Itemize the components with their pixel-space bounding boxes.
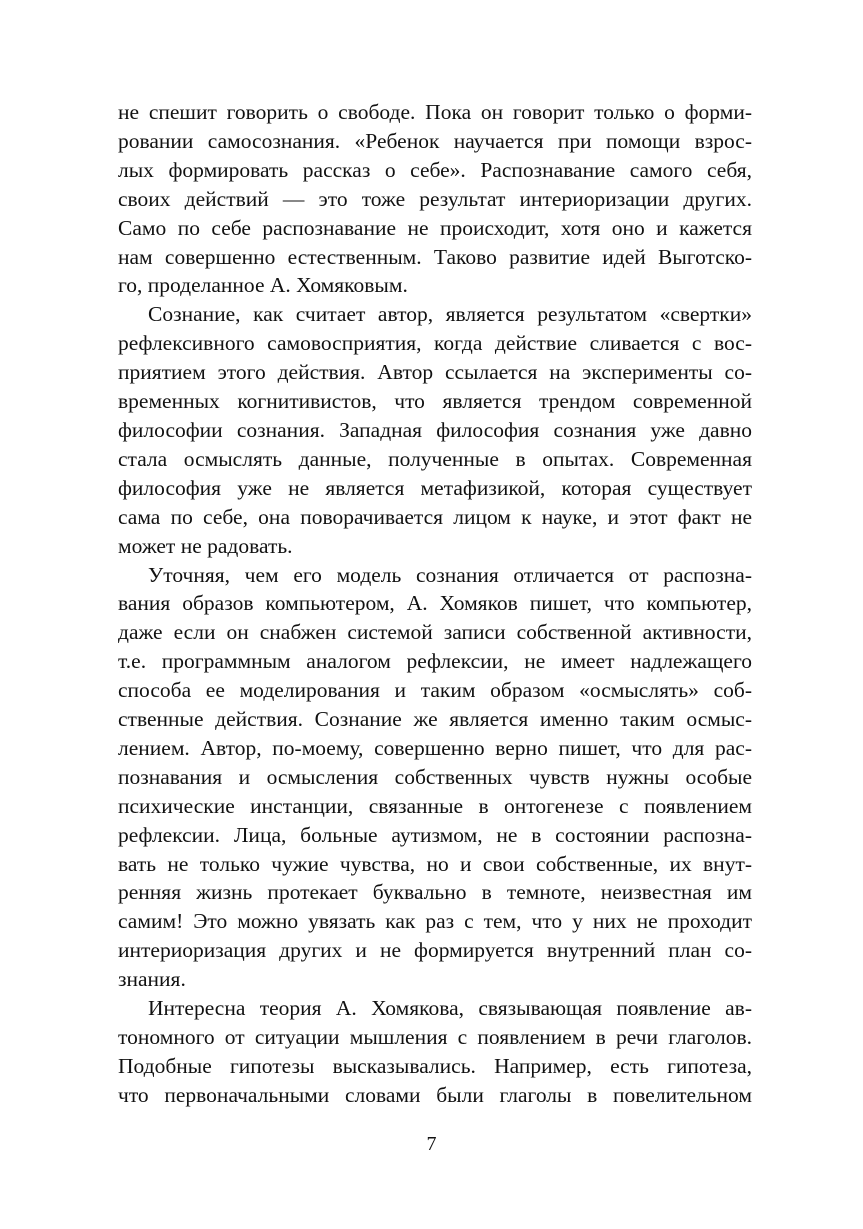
- text-line: нам совершенно естественным. Таково развитие идей Выготско-: [118, 244, 752, 269]
- text-line: приятием этого действия. Автор ссылается на эксперименты со-: [118, 360, 752, 385]
- text-line: тономного от ситуации мышления с появлением в речи глаголов.: [118, 1025, 752, 1049]
- text-line: ровании самосознания. «Ребенок научается при помощи взрос-: [118, 128, 752, 153]
- text-line: что первоначальными словами были глаголы в повелительном: [118, 1082, 752, 1107]
- text-line: способа ее моделирования и таким образом «осмыслять» соб-: [118, 678, 752, 703]
- text-line: го, проделанное А. Хомяковым.: [118, 273, 408, 298]
- text-line: Подобные гипотезы высказывались. Например, есть гипотеза,: [118, 1053, 752, 1078]
- page-number: 7: [426, 1133, 437, 1155]
- text-line: Само по себе распознавание не происходит, хотя оно и кажется: [118, 215, 752, 240]
- text-line: может не радовать.: [118, 533, 293, 558]
- text-line: философия уже не является метафизикой, которая существует: [118, 475, 752, 500]
- text-line: т.е. программным аналогом рефлексии, не имеет надлежащего: [118, 649, 752, 674]
- text-line: временных когнитивистов, что является трендом современной: [118, 389, 752, 414]
- text-line: знания.: [118, 967, 186, 992]
- text-line: самим! Это можно увязать как раз с тем, что у них не проходит: [118, 909, 752, 934]
- text-line: психические инстанции, связанные в онтогенезе с появлением: [118, 793, 752, 818]
- text-line: своих действий — это тоже результат интериоризации других.: [118, 186, 752, 211]
- text-line: Интересна теория А. Хомякова, связывающая появление ав-: [148, 996, 752, 1021]
- paragraph: [118, 561, 752, 995]
- paragraph: [118, 994, 752, 1110]
- text-line: рефлексивного самовосприятия, когда действие сливается с вос-: [118, 331, 752, 356]
- text-line: Сознание, как считает автор, является результатом «свертки»: [148, 302, 752, 327]
- text-line: стала осмыслять данные, полученные в опытах. Современная: [118, 446, 752, 471]
- paragraph: [118, 98, 752, 300]
- text-line: философии сознания. Западная философия сознания уже давно: [118, 417, 752, 442]
- text-line: Уточняя, чем его модель сознания отличается от распозна-: [148, 562, 752, 587]
- text-line: вания образов компьютером, А. Хомяков пишет, что компьютер,: [118, 591, 752, 616]
- text-line: познавания и осмысления собственных чувств нужны особые: [118, 764, 752, 789]
- text-line: сама по себе, она поворачивается лицом к науке, и этот факт не: [118, 504, 752, 529]
- text-line: вать не только чужие чувства, но и свои собственные, их внут-: [118, 851, 752, 876]
- text-line: ренняя жизнь протекает буквально в темноте, неизвестная им: [118, 880, 752, 905]
- text-line: интериоризация других и не формируется внутренний план со-: [118, 938, 752, 963]
- page-body: [118, 98, 752, 1110]
- text-line: лением. Автор, по-моему, совершенно верно пишет, что для рас-: [118, 735, 752, 760]
- text-line: ственные действия. Сознание же является именно таким осмыс-: [118, 707, 752, 732]
- text-line: лых формировать рассказ о себе». Распознавание самого себя,: [118, 157, 752, 182]
- paragraph: [118, 300, 752, 560]
- text-line: не спешит говорить о свободе. Пока он говорит только о форми-: [118, 100, 752, 124]
- text-line: рефлексии. Лица, больные аутизмом, не в состоянии распозна-: [118, 822, 752, 847]
- text-line: даже если он снабжен системой записи собственной активности,: [118, 620, 752, 645]
